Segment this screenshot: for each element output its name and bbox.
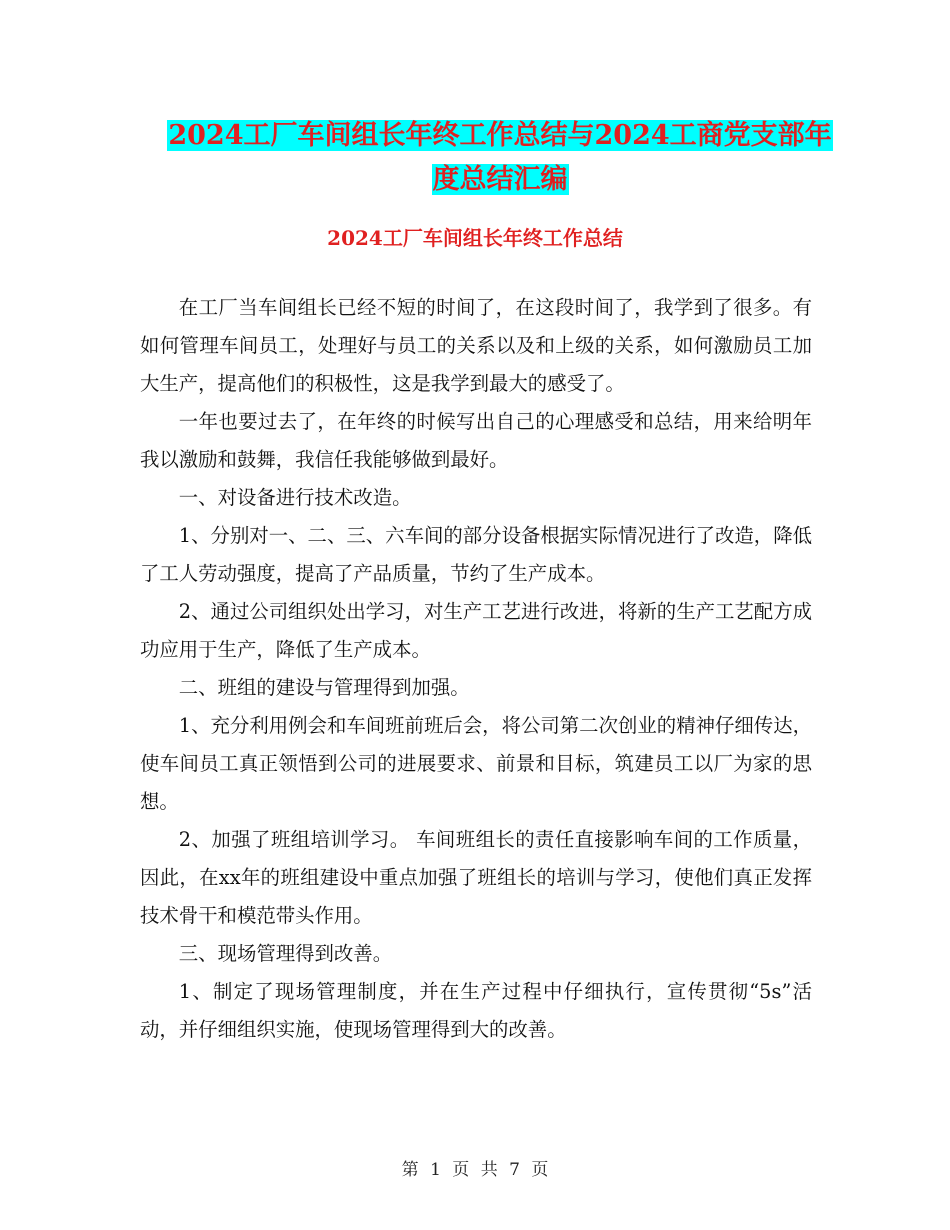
document-title-line-2: [120, 157, 880, 196]
document-title-line-1-text: 2024工厂车间组长年终工作总结与2024工商党支部年: [168, 120, 832, 151]
paragraph: 2、加强了班组培训学习。 车间班组长的责任直接影响车间的工作质量，因此，在xx年的班组建设中重点加强了班组长的培训与学习，使他们真正发挥技术骨干和模范带头作用。: [140, 828, 812, 927]
paragraph: 1、制定了现场管理制度，并在生产过程中仔细执行，宣传贯彻“5s”活动，并仔细组织实施，使现场管理得到大的改善。: [140, 980, 812, 1041]
document-title-line-2-text: 度总结汇编: [432, 164, 568, 195]
document-title-line-1: [120, 113, 880, 152]
paragraph: 三、现场管理得到改善。: [178, 942, 393, 965]
paragraph: 在工厂当车间组长已经不短的时间了，在这段时间了，我学到了很多。有如何管理车间员工，处理好与员工的关系以及和上级的关系，如何激励员工加大生产，提高他们的积极性，这是我学到最大的感受了。: [140, 296, 812, 395]
paragraph: 2、通过公司组织处出学习，对生产工艺进行改进，将新的生产工艺配方成功应用于生产，降低了生产成本。: [140, 600, 812, 661]
section-title: 2024工厂车间组长年终工作总结: [327, 226, 623, 250]
paragraph: 1、分别对一、二、三、六车间的部分设备根据实际情况进行了改造，降低了工人劳动强度，提高了产品质量，节约了生产成本。: [140, 524, 812, 585]
page-number-footer: 第 1 页 共 7 页: [401, 1160, 549, 1180]
paragraph: 一、对设备进行技术改造。: [178, 486, 412, 509]
paragraph: 1、充分利用例会和车间班前班后会，将公司第二次创业的精神仔细传达，使车间员工真正领悟到公司的进展要求、前景和目标，筑建员工以厂为家的思想。: [140, 714, 812, 813]
paragraph: 一年也要过去了，在年终的时候写出自己的心理感受和总结，用来给明年我以激励和鼓舞，我信任我能够做到最好。: [140, 410, 812, 471]
document-body: [140, 289, 812, 1049]
paragraph: 二、班组的建设与管理得到加强。: [178, 676, 470, 699]
